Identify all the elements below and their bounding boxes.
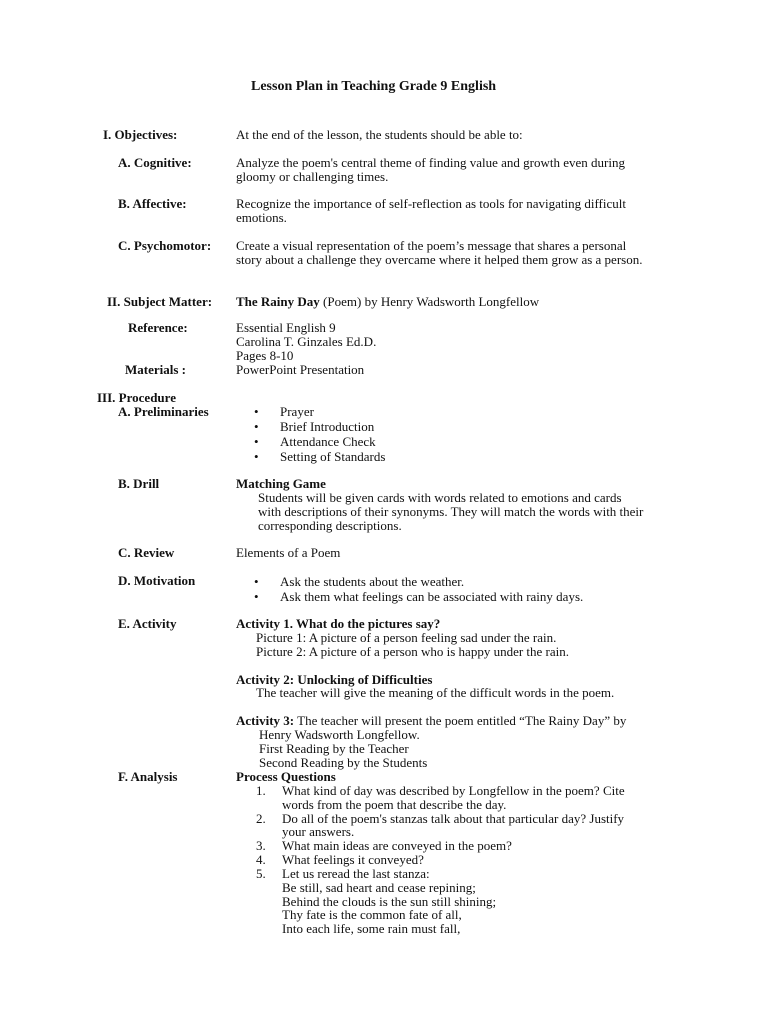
cognitive-line-2: gloomy or challenging times.	[236, 169, 389, 184]
bullet-icon: •	[254, 404, 259, 419]
preliminaries-label: A. Preliminaries	[118, 404, 209, 419]
drill-heading: Matching Game	[236, 476, 326, 491]
reference-label: Reference:	[128, 320, 188, 335]
activity-3-line-1: Henry Wadsworth Longfellow.	[259, 727, 420, 742]
activity-3-line-2: First Reading by the Teacher	[259, 741, 409, 756]
psychomotor-label: C. Psychomotor:	[118, 238, 212, 253]
poem-title: The Rainy Day	[236, 294, 320, 309]
bullet-icon: •	[254, 434, 259, 449]
objectives-heading: I. Objectives:	[103, 127, 178, 142]
subject-matter-title	[236, 295, 539, 309]
activity-1-line-2: Picture 2: A picture of a person who is happy under the rain.	[256, 644, 570, 659]
stanza-line-1: Be still, sad heart and cease repining;	[282, 880, 476, 895]
review-text: Elements of a Poem	[236, 545, 341, 560]
stanza-line-3: Thy fate is the common fate of all,	[282, 907, 462, 922]
materials-label: Materials :	[125, 362, 187, 377]
drill-line-1: Students will be given cards with words related to emotions and cards	[258, 490, 622, 505]
affective-label: B. Affective:	[118, 196, 187, 211]
psychomotor-line-2: story about a challenge they overcame where it helped them grow as a person.	[236, 252, 643, 267]
affective-line-1: Recognize the importance of self-reflection as tools for navigating difficult	[236, 196, 626, 211]
activity-3-intro: The teacher will present the poem entitled “The Rainy Day” by	[294, 713, 627, 728]
activity-2-line-1: The teacher will give the meaning of the difficult words in the poem.	[256, 685, 615, 700]
analysis-label: F. Analysis	[118, 769, 178, 784]
bullet-icon: •	[254, 449, 259, 464]
activity-3-heading: Activity 3:	[236, 713, 295, 728]
affective-line-2: emotions.	[236, 210, 287, 225]
motivation-label: D. Motivation	[118, 573, 196, 588]
drill-label: B. Drill	[118, 476, 160, 491]
bullet-icon: •	[254, 574, 259, 589]
bullet-icon: •	[254, 589, 259, 604]
drill-line-3: corresponding descriptions.	[258, 518, 402, 533]
procedure-heading: III. Procedure	[97, 390, 176, 405]
reference-line-1: Essential English 9	[236, 320, 336, 335]
drill-line-2: with descriptions of their synonyms. They will match the words with their	[258, 504, 644, 519]
analysis-heading: Process Questions	[236, 769, 336, 784]
review-label: C. Review	[118, 545, 175, 560]
page-title: Lesson Plan in Teaching Grade 9 English	[251, 79, 497, 94]
stanza-line-2: Behind the clouds is the sun still shining;	[282, 894, 497, 909]
activity-label: E. Activity	[118, 616, 177, 631]
cognitive-line-1: Analyze the poem's central theme of finding value and growth even during	[236, 155, 625, 170]
objectives-intro: At the end of the lesson, the students should be able to:	[236, 127, 523, 142]
reference-line-3: Pages 8-10	[236, 348, 294, 363]
poem-author: (Poem) by Henry Wadsworth Longfellow	[319, 294, 540, 309]
activity-1-line-1: Picture 1: A picture of a person feeling sad under the rain.	[256, 630, 557, 645]
activity-3-first-line	[236, 714, 626, 728]
question-1-line-2: words from the poem that describe the day.	[282, 797, 507, 812]
subject-matter-heading: II. Subject Matter:	[107, 294, 213, 309]
question-2-line-2: your answers.	[282, 824, 355, 839]
reference-line-2: Carolina T. Ginzales Ed.D.	[236, 334, 377, 349]
psychomotor-line-1: Create a visual representation of the poem’s message that shares a personal	[236, 238, 627, 253]
bullet-icon: •	[254, 419, 259, 434]
cognitive-label: A. Cognitive:	[118, 155, 192, 170]
activity-1-heading: Activity 1. What do the pictures say?	[236, 616, 441, 631]
materials-value: PowerPoint Presentation	[236, 362, 365, 377]
stanza-line-4: Into each life, some rain must fall,	[282, 921, 461, 936]
activity-3-line-3: Second Reading by the Students	[259, 755, 428, 770]
activity-2-heading: Activity 2: Unlocking of Difficulties	[236, 672, 433, 687]
